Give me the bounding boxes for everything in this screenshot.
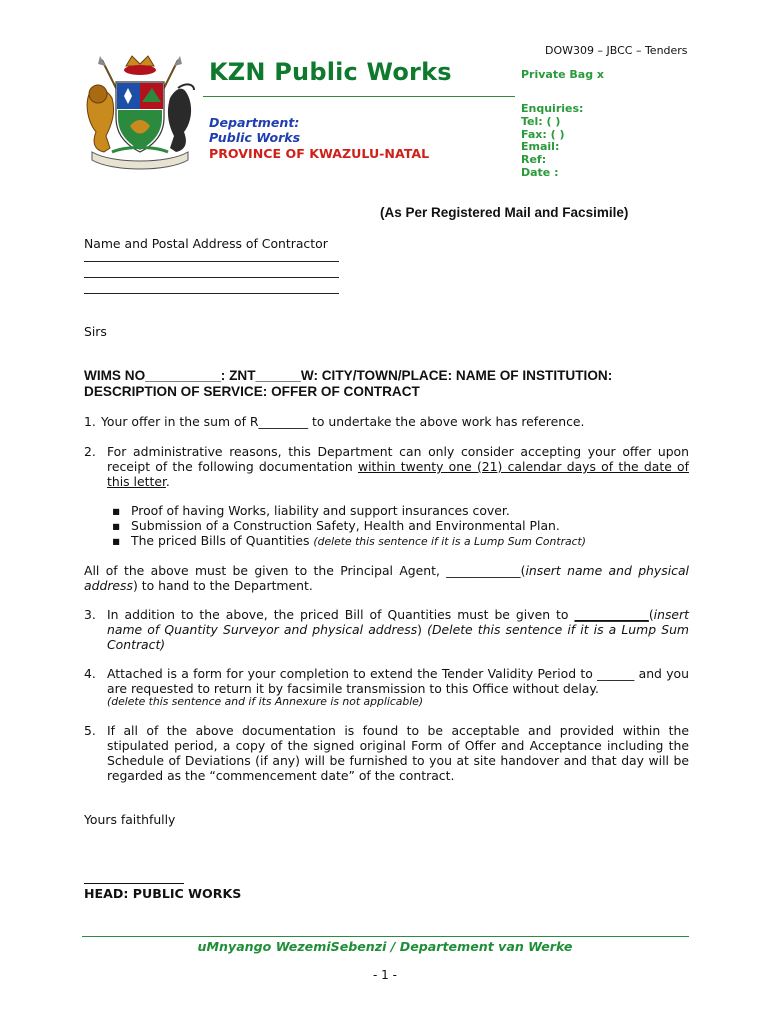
bullet-icon: ▪ bbox=[112, 503, 121, 518]
footer-tagline: uMnyango WezemiSebenzi / Departement van Werke bbox=[197, 939, 573, 954]
date-label: Date : bbox=[521, 165, 559, 179]
kzn-coat-of-arms-icon bbox=[82, 52, 198, 172]
paragraph-number: 5. bbox=[84, 723, 96, 738]
document-reference-code: DOW309 – JBCC – Tenders bbox=[545, 44, 688, 57]
delivery-method: (As Per Registered Mail and Facsimile) bbox=[380, 205, 629, 220]
deadline-text: within twenty one (21) calendar days of the date of this letter bbox=[107, 459, 689, 489]
text-run: For administrative reasons, this Department can only consider accepting your offer upon receipt of the following documentation bbox=[107, 444, 689, 474]
department-name: Public Works bbox=[209, 130, 301, 145]
text-run: All of the above must be given to the Principal Agent, ____________( bbox=[84, 563, 526, 578]
bullet-icon: ▪ bbox=[112, 533, 121, 548]
paragraph-number: 4. bbox=[84, 666, 96, 681]
paragraph-number: 2. bbox=[84, 444, 96, 459]
bullet-icon: ▪ bbox=[112, 518, 121, 533]
text-run: . bbox=[165, 474, 170, 489]
fax-label: Fax: ( ) bbox=[521, 127, 565, 141]
signature-line bbox=[84, 883, 184, 884]
paragraph-principal-agent bbox=[84, 563, 689, 593]
department-block bbox=[209, 115, 300, 145]
ref-label: Ref: bbox=[521, 153, 547, 167]
text-run: ( bbox=[648, 607, 654, 622]
text-run: ) bbox=[417, 622, 428, 637]
list-item: Submission of a Construction Safety, Health and Environmental Plan. bbox=[131, 518, 560, 533]
list-item: Proof of having Works, liability and support insurances cover. bbox=[131, 503, 510, 518]
closing: Yours faithfully bbox=[84, 812, 176, 827]
private-bag: Private Bag x bbox=[521, 68, 605, 81]
paragraph-number: 1. bbox=[84, 414, 96, 429]
tel-label: Tel: ( ) bbox=[521, 114, 561, 128]
subject-line: DESCRIPTION OF SERVICE: OFFER OF CONTRACT bbox=[84, 384, 420, 399]
placeholder-instruction: insert name of Quantity Surveyor and physical address bbox=[107, 607, 689, 637]
placeholder-instruction: insert name and physical address bbox=[84, 563, 689, 593]
blank-field: ____________ bbox=[574, 607, 649, 622]
department-label: Department: bbox=[209, 115, 300, 130]
brand-title: KZN Public Works bbox=[209, 58, 452, 86]
paragraph-documentation bbox=[107, 444, 689, 489]
paragraph-offer: Your offer in the sum of R________ to undertake the above work has reference. bbox=[101, 414, 585, 429]
text-run: The priced Bills of Quantities bbox=[131, 533, 314, 548]
contractor-address-label: Name and Postal Address of Contractor bbox=[84, 236, 328, 251]
editor-note: (delete this sentence if it is a Lump Sum Contract) bbox=[313, 535, 587, 548]
text-run: In addition to the above, the priced Bill of Quantities must be given to bbox=[107, 607, 575, 622]
paragraph-quantity-surveyor bbox=[107, 607, 689, 652]
salutation: Sirs bbox=[84, 324, 107, 339]
text-run: ) to hand to the Department. bbox=[132, 578, 313, 593]
editor-note: (delete this sentence and if its Annexure is not applicable) bbox=[107, 695, 424, 708]
editor-note: (Delete this sentence if it is a Lump Sum Contract) bbox=[107, 622, 689, 652]
contact-block bbox=[521, 103, 583, 180]
subject-heading bbox=[84, 368, 694, 400]
paragraph-number: 3. bbox=[84, 607, 96, 622]
province-label: PROVINCE OF KWAZULU-NATAL bbox=[209, 146, 430, 161]
address-line bbox=[84, 293, 339, 294]
signatory-title: HEAD: PUBLIC WORKS bbox=[84, 886, 242, 901]
address-line bbox=[84, 277, 339, 278]
email-label: Email: bbox=[521, 140, 560, 154]
paragraph-commencement: If all of the above documentation is found to be acceptable and provided within the stipulated period, a copy of the signed original Form of Offer and Acceptance including the Schedule of Deviations (if any) will be furnished to you at site handover and that day will be regarded as the “commencement date” of the contract. bbox=[107, 723, 689, 783]
subject-line: WIMS NO__________: ZNT______W: CITY/TOWN/PLACE: NAME OF INSTITUTION: bbox=[84, 368, 613, 383]
enquiries-label: Enquiries: bbox=[521, 102, 584, 115]
footer-divider bbox=[82, 936, 689, 937]
list-item bbox=[131, 533, 586, 548]
address-line bbox=[84, 261, 339, 262]
page-number: - 1 - bbox=[373, 968, 397, 982]
header-divider bbox=[203, 96, 515, 97]
paragraph-validity-period: Attached is a form for your completion to extend the Tender Validity Period to ______ and you are requested to return it by facsimile transmission to this Office without delay. bbox=[107, 666, 689, 696]
